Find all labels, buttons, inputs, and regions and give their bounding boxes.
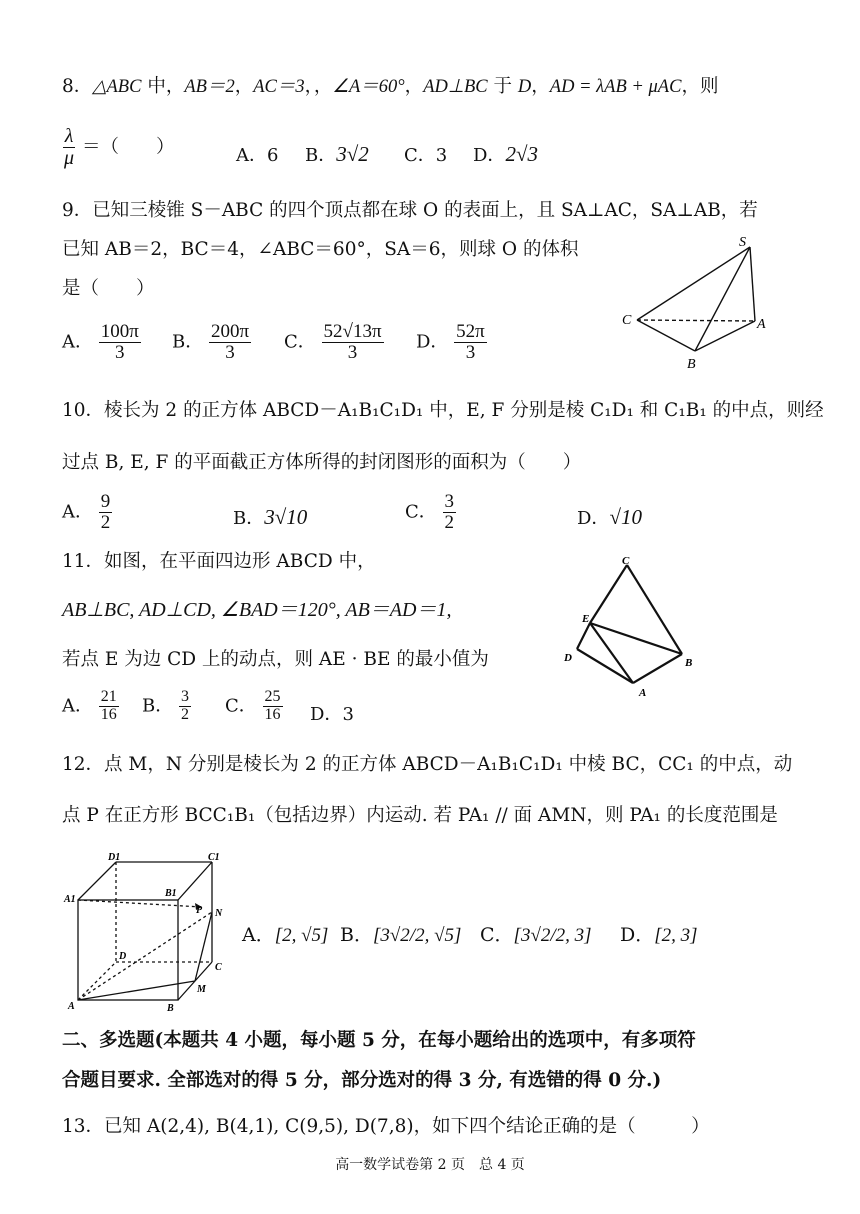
q9-pyramid-figure xyxy=(615,232,775,372)
q10-line2: 过点 B, E, F 的平面截正方体所得的封闭图形的面积为（ ） xyxy=(62,452,582,473)
q8-option-d[interactable]: D．2√3 xyxy=(473,142,538,166)
q11-quadrilateral-figure xyxy=(560,555,700,705)
q9-line2: 已知 AB＝2，BC＝4，∠ABC＝60°，SA＝6，则球 O 的体积 xyxy=(62,239,579,260)
q12-label-c: C xyxy=(215,962,222,973)
q12-option-c[interactable]: C．[3√2/2, 3] xyxy=(480,924,592,946)
q12-option-d[interactable]: D．[2, 3] xyxy=(620,924,698,946)
q10-option-b[interactable]: B．3√10 xyxy=(233,505,308,529)
q12-label-n: N xyxy=(215,908,223,919)
q11-option-c[interactable]: C． $\frac{25}{16}$ xyxy=(225,688,281,723)
q12-label-d1: D1 xyxy=(108,852,121,863)
q9-option-a[interactable]: A． $\frac{100\pi}{3}$ xyxy=(62,321,139,363)
q10-option-a[interactable]: A． $\frac{9}{2}$ xyxy=(62,491,111,533)
q9-line1: 9．已知三棱锥 S－ABC 的四个顶点都在球 O 的表面上，且 SA⊥AC，SA⊥AB，若 xyxy=(62,200,758,221)
q12-cube-figure xyxy=(62,850,237,1015)
q11-option-b[interactable]: B． $\frac{3}{2}$ xyxy=(142,688,189,723)
q8-option-b[interactable]: B．3√2 xyxy=(305,142,369,166)
q12-label-a: A xyxy=(68,1001,75,1012)
q12-label-p: P xyxy=(196,905,203,916)
q11-option-a[interactable]: A． $\frac{21}{16}$ xyxy=(62,688,117,723)
q11-line1: 11．如图，在平面四边形 ABCD 中， xyxy=(62,551,376,572)
q12-label-a1: A1 xyxy=(64,894,76,905)
q11-label-e: E xyxy=(582,613,590,625)
q8-option-c[interactable]: C．3 xyxy=(404,145,448,166)
q11-line2: AB⊥BC, AD⊥CD, ∠BAD＝120°, AB＝AD＝1, xyxy=(62,599,452,621)
q11-option-d[interactable]: D．3 xyxy=(310,704,354,725)
q9-label-c: C xyxy=(622,313,632,328)
q8-line2: $\frac{\lambda}{\mu}$ ＝（ ） xyxy=(64,125,175,169)
q12-label-c1: C1 xyxy=(208,852,220,863)
page-footer: 高一数学试卷第 2 页 总 4 页 xyxy=(335,1157,525,1173)
q12-label-b: B xyxy=(167,1003,174,1014)
section2-heading-line2: 合题目要求. 全部选对的得 5 分，部分选对的得 3 分, 有选错的得 0 分.) xyxy=(62,1070,662,1091)
q10-option-d[interactable]: D．√10 xyxy=(577,505,642,529)
q11-line3: 若点 E 为边 CD 上的动点，则 AE · BE 的最小值为 xyxy=(62,649,489,670)
q11-label-c: C xyxy=(622,555,630,567)
q9-label-a: A xyxy=(757,317,766,332)
q9-option-b[interactable]: B． $\frac{200\pi}{3}$ xyxy=(172,321,250,363)
q9-option-c[interactable]: C． $\frac{52√13\pi}{3}$ xyxy=(284,321,382,363)
q9-label-s: S xyxy=(739,235,746,250)
q12-label-d: D xyxy=(119,951,127,962)
q12-line2: 点 P 在正方形 BCC₁B₁（包括边界）内运动. 若 PA₁ // 面 AMN，则 PA₁ 的长度范围是 xyxy=(62,805,778,826)
q11-label-b: B xyxy=(685,657,693,669)
q12-line1: 12．点 M，N 分别是棱长为 2 的正方体 ABCD－A₁B₁C₁D₁ 中棱 BC，CC₁ 的中点，动 xyxy=(62,754,793,775)
q8-line1: 8．△ABC 中，AB＝2，AC＝3，，∠A＝60°，AD⊥BC 于 D，AD = λAB + μAC，则 xyxy=(62,76,719,97)
q8-ratio-fraction: $\frac{\lambda}{\mu}$ xyxy=(64,125,75,169)
q8-option-a[interactable]: A．6 xyxy=(236,145,279,166)
q11-label-a: A xyxy=(639,687,647,699)
q12-option-a[interactable]: A．[2, √5] xyxy=(242,924,329,946)
q9-line3: 是（ ） xyxy=(62,278,155,299)
q13-line1: 13．已知 A(2,4), B(4,1), C(9,5), D(7,8)，如下四个结论正确的是（ ） xyxy=(62,1116,710,1137)
q10-option-c[interactable]: C． $\frac{3}{2}$ xyxy=(405,491,455,533)
q12-option-b[interactable]: B．[3√2/2, √5] xyxy=(340,924,462,946)
q10-line1: 10．棱长为 2 的正方体 ABCD－A₁B₁C₁D₁ 中，E, F 分别是棱 C₁D₁ 和 C₁B₁ 的中点，则经 xyxy=(62,400,824,421)
q9-option-d[interactable]: D． $\frac{52\pi}{3}$ xyxy=(416,321,485,363)
q9-label-b: B xyxy=(687,357,696,372)
q12-label-m: M xyxy=(197,984,206,995)
q12-label-b1: B1 xyxy=(165,888,177,899)
q11-label-d: D xyxy=(564,652,572,664)
section2-heading-line1: 二、多选题(本题共 4 小题，每小题 5 分，在每小题给出的选项中，有多项符 xyxy=(62,1030,696,1051)
